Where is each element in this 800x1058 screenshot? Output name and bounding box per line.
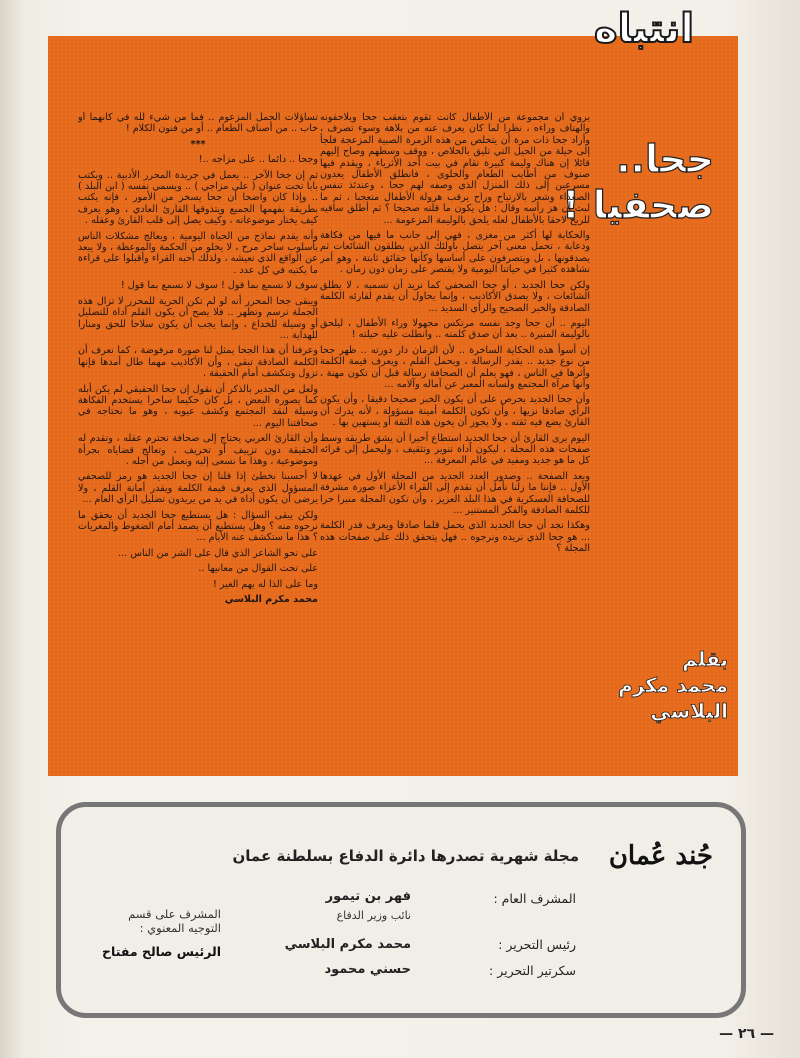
article-title-line2: صحفيا !	[562, 183, 714, 227]
supervisor-title: نائب وزير الدفاع	[336, 909, 411, 922]
page-number: — ٢٦ —	[719, 1026, 774, 1042]
article-paragraph: سوف لا نسمع بما قول ! سوف لا نسمع بما قول !	[120, 280, 318, 292]
byline-name-line1: محمد مكرم	[618, 673, 728, 697]
article-paragraph: وأن جحا الجديد يحرص على أن يكون الخبر صحيحا دقيقا ، وأن يكون الرأي صادقا نزيها ، وأن تكون الكلمة أمينة مسؤولة ، لأنه يدرك أن القارئ يضع فيه ثقته ، ولا يجوز أن يخون هذه الثقة أو يستهين بها .	[320, 394, 590, 429]
article-paragraph: وأنه يقدم نماذج من الحياة اليومية ، ويعالج مشكلات الناس بأسلوب ساخر مرح ، لا يخلو من الحكمة والموعظة ، ولا يبعد عن الواقع الذي نعيشه ، ولذلك أحبه القراء وأقبلوا على قراءة ما يكتبه في كل عدد .	[78, 230, 318, 276]
article-paragraph: يروي أن مجموعة من الأطفال كانت تقوم بتعقب جحا ويلاحقونه والهتاف وراءه ، نظرا لما كان يعرف عنه من بلاهة وسوء تصرف ، وأراد جحا ذات مرة أن يتخلص من هذه الزمرة الصبية المزعجة فلجأ إلى حيلة من الحيل التي تليق بالخلاص ، ووقف وسطهم وصاح إليهم قائلا إن هناك وليمة كبيرة تقام في بيت أحد الأثرياء ، ويقدم فيها صنوف من أطايب الطعام والحلوى ، فانطلق الأطفال يعدون مسرعين إلى ذلك المنزل الذي وصفه لهم جحا ، وعندئذ تنفس الصعداء وشعر بالارتياح وراح يرقب هرولة الأطفال متعجبا ، ثم ما لبث أن هز رأسه وقال : هل يكون ما قلته صحيحا ؟ ثم أطلق ساقيه للريح لاحقا بالأطفال لعله يلحق بالوليمة المزعومة ...	[320, 112, 590, 226]
article-paragraph: لا أحسبنا نخطئ إذا قلنا إن جحا الجديد هو رمز للصحفي المسؤول الذي يعرف قيمة الكلمة ويقدر أمانة القلم ، ولا يرضى أن يكون أداة في يد من يريدون تضليل الرأي العام ...	[78, 471, 318, 506]
supervisor-name: فهر بن تيمور	[325, 889, 411, 904]
article-column-right	[320, 112, 590, 780]
magazine-logo: جُند عُمان	[608, 841, 713, 871]
article-paragraph: تساؤلات الحمل المزعوم .. فما من شيء لله في كانهما أو خاب .. من أصناف الطعام .. أو من فنون الكلام !	[78, 112, 318, 135]
byline-prefix: بقلم	[682, 647, 728, 671]
article-paragraph: وبعد الصفحة .. وصدور العدد الجديد من المجلة الأول في عهدها الأول .. فإننا ما زلنا نأمل أن نقدم إلى القراء الأعزاء صورة مشرفة للصحافة العسكرية في هذا البلد العزيز ، وأن تكون المجلة منبرا حرا للكلمة الصادقة والفكر المستنير ...	[320, 470, 590, 516]
article-signature: محمد مكرم البلاسي	[224, 594, 318, 606]
byline-name-line2: البلاسي	[650, 699, 728, 723]
article-paragraph: وهكذا نجد أن جحا الجديد الذي يحمل قلما صادقا ويعرف قدر الكلمة ... هو جحا الذي نريده ونرجوه .. فهل يتحقق ذلك على صفحات هذه المجلة ؟	[320, 520, 590, 555]
guidance-label-line1: المشرف على قسم	[128, 907, 221, 921]
article-paragraph: ويبقى جحا المحرر أنه لو لم تكن الحرية للمحرر لا تزال هذه الجملة ترسم وتظهر .. فلا يصح أن يكون القلم أداة للتضليل أو وسيلة للخداع ، وإنما يجب أن يكون سلاحا للحق ومنارا للهداية ...	[78, 295, 318, 341]
article-paragraph: اليوم يرى القارئ أن جحا الجديد استطاع أخيرا أن يشق طريقه وسط صفحات هذه المجلة ، ليكون أداة تنوير وتثقيف ، وليحمل إلى قرائه كل ما هو جديد ومفيد في عالم المعرفة ...	[320, 432, 590, 467]
article-paragraph: ولعل من الجدير بالذكر أن نقول إن جحا الحقيقي لم يكن أبله كما يصوره البعض ، بل كان حكيما ساخرا يستخدم الفكاهة وسيلة لنقد المجتمع وكشف عيوبه ، وهو ما نحتاجه في صحافتنا اليوم ...	[78, 383, 318, 429]
secretary-label: سكرتير التحرير :	[489, 963, 576, 978]
article-paragraph: ***	[190, 138, 206, 150]
article-paragraph: وعرفنا أن هذا الجحا يمثل لنا صورة مرفوضة ، كما نعرف أن الكلمة الصادقة تبقى ، وأن الأكاذيب مهما طال أمدها فإنها تزول وتنكشف أمام الحقيقة .	[78, 345, 318, 380]
magazine-tagline: مجلة شهرية تصدرها دائرة الدفاع بسلطنة عمان	[232, 847, 579, 865]
article-paragraph: ولكن يبقى السؤال : هل يستطيع جحا الجديد أن يحقق ما نرجوه منه ؟ وهل يستطيع أن يصمد أمام الضغوط والمغريات ؟ هذا ما ستكشف عنه الأيام ...	[78, 509, 318, 544]
article-byline	[578, 646, 728, 724]
guidance-block	[81, 907, 221, 959]
article-paragraph: ثم إن جحا الآخر .. يعمل في جريدة المحرر الأدبية .. ويكتب بابا تحت عنوان ( على مزاجي ) .. ويسمي نفسه ( ابن البلد ) .. وإذا كان واضحا أن جحا يسخر من الأمور ، فإنه يكتب بطريقة يفهمها الجميع ويتذوقها القارئ العادي ، وهو يعرف كيف يختار موضوعاته ، وكيف يصل إلى قلب القارئ وعقله .	[78, 169, 318, 227]
section-title: انتباه	[593, 6, 694, 52]
article-paragraph: وجحا .. دائما .. على مزاجه ..!	[198, 154, 318, 166]
article-paragraph: إن أسوأ هذه الحكاية الساخرة .. لأن الزمان دار دورته .. ظهر جحا من نوع جديد .. يقدر الرسالة ، ويحمل القلم ، ويعرف قيمة الكلمة وأثرها في الناس ، فهو يعلم أن الصحافة رسالة قبل أن تكون مهنة ، وأنها مرآة المجتمع ولسانه المعبر عن آماله وآلامه ...	[320, 344, 590, 390]
article-paragraph: اليوم .. أن جحا وجد نفسه مرتكس مجهولا وراء الأطفال ، ليلحق بالوليمة المنيرة .. بعد أن صدق كلمته .. وانطلت عليه حيلته !	[320, 317, 590, 341]
article-column-left	[78, 112, 318, 780]
guidance-name: الرئيس صالح مفتاح	[102, 944, 221, 959]
article-paragraph: وأن القارئ العربي يحتاج إلى صحافة تحترم عقله ، وتقدم له الحقيقة دون تزييف أو تحريف ، وتعالج قضاياه بجرأة وموضوعية ، وهذا ما نسعى إليه ونعمل من أجله .	[78, 433, 318, 467]
guidance-label-line2: التوجيه المعنوي :	[139, 921, 221, 935]
editor-name: محمد مكرم البلاسي	[284, 937, 411, 952]
article-title-line1: جحا..	[616, 137, 714, 181]
editor-label: رئيس التحرير :	[498, 937, 576, 952]
article-paragraph: ولكن جحا الجديد ، أو جحا الصحفي كما نريد أن نسميه ، لا يطلق الشائعات ، ولا يصدق الأكاذيب ، وإنما يحاول أن يقدم لقارئه الكلمة الصادقة والخبر الصحيح والرأي السديد ...	[320, 279, 590, 314]
article-paragraph: والحكاية لها أكثر من مغزى ، فهي إلى جانب ما فيها من فكاهة ودعابة ، تحمل معنى آخر يتصل بأولئك الذين يطلقون الشائعات ثم يصدقونها ، بل ويتصرفون على أساسها وكأنها حقائق ثابتة ، وهو أمر نشاهده كثيرا في حياتنا اليومية ولا يقتصر على زمان دون زمان .	[320, 230, 590, 276]
article-paragraph: على تحت القوال من معانيها ..	[198, 563, 318, 575]
secretary-name: حسني محمود	[324, 962, 411, 977]
article-paragraph: على نحو الشاعر الذي قال على الشر من الناس ...	[118, 547, 318, 559]
supervisor-label: المشرف العام :	[493, 891, 576, 906]
article-panel	[48, 36, 738, 776]
article-paragraph: وما على الذا له يهم الغير !	[213, 578, 318, 590]
masthead-box	[56, 802, 746, 1018]
